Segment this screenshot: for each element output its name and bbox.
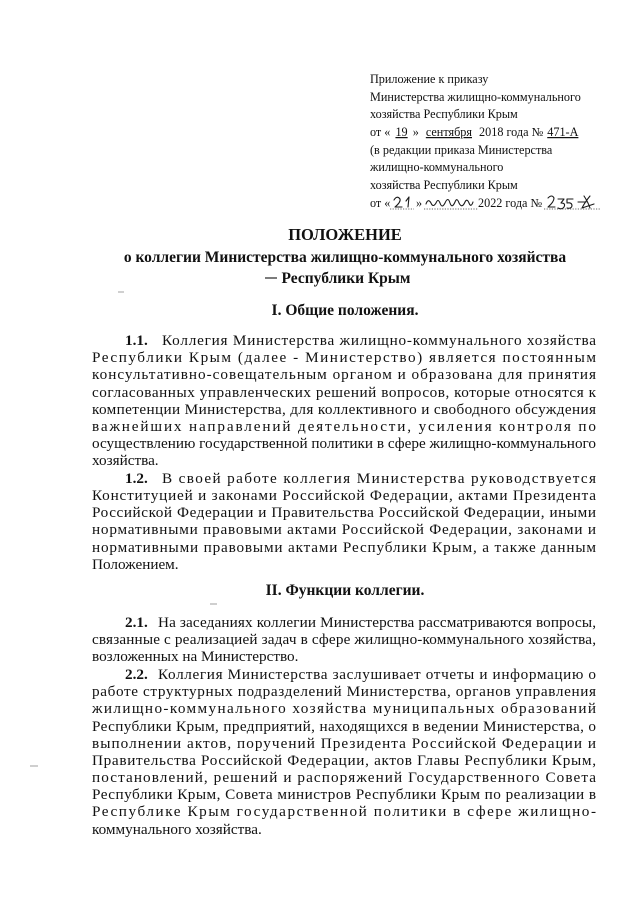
header-line-date1 [370,125,579,139]
clause-number: 2.2. [125,666,148,683]
header-line-2: Министерства жилищно-коммунального [370,90,581,104]
header-line-6: жилищно-коммунального [370,160,504,174]
clause-line: Республики Крым, Совета министров Республики Крым по реализации в [92,786,596,803]
clause-line: Российской Федерации и Правительства Российской Федерации, иными [92,504,596,521]
clause-line: коммунального хозяйства. [92,821,262,838]
clause-line: связанные с реализацией задач в сфере жилищно-коммунального хозяйства, [92,631,596,648]
clause-line: хозяйства. [92,452,159,469]
section-heading-1: I. Общие положения. [271,302,419,319]
clause-line: В своей работе коллегия Министерства руководствуется [162,470,596,487]
clause-line: Коллегия Министерства заслушивает отчеты и информацию о [158,666,596,683]
date1-day: 19 [395,125,408,139]
date1-mid: » [412,125,419,139]
clause-line: жилищно-коммунального хозяйства муниципальных образований [92,700,596,717]
header-line-3: хозяйства Республики Крым [370,107,518,121]
title-sub-2: Республики Крым [281,270,411,287]
title-main: ПОЛОЖЕНИЕ [288,225,402,244]
clause-line: возложенных на Министерство. [92,648,299,665]
clause-line: Республики Крым (далее - Министерство) является постоянным [92,349,596,366]
clause-line: нормативными правовыми актами Российской Федерации, законами и [92,521,596,538]
clause-line: компетенции Министерства, для коллективного и свободного обсуждения [92,401,596,418]
clause-1-1 [92,332,597,469]
date1-year: 2018 года № [479,125,544,139]
clause-number: 1.2. [125,470,148,487]
clause-number: 2.1. [125,614,148,631]
clause-line: осуществлению государственной политики в сфере жилищно-коммунального [92,435,596,452]
clause-2-2 [91,666,596,838]
date2-prefix: от « [370,196,391,210]
clause-line: согласованных управленческих решений вопросов, которые относятся к [92,384,596,401]
title-sub-1: о коллегии Министерства жилищно-коммунального хозяйства [123,249,567,266]
clause-line: выполнении актов, поручений Президента Российской Федерации и [92,735,596,752]
clause-line: Положением. [92,556,179,573]
header-line-1: Приложение к приказу [370,72,489,86]
clause-line: работе структурных подразделений Министерства, органов управления [92,683,596,700]
clause-line: Конституцией и законами Российской Федерации, актами Президента [92,487,596,504]
date1-number: 471-А [547,125,579,139]
clause-line: важнейших направлений деятельности, усиления контроля по [92,418,597,435]
clause-line: На заседаниях коллегии Министерства рассматриваются вопросы, [158,614,596,631]
clause-line: Правительства Российской Федерации, актов Главы Республики Крым, [92,752,596,769]
date1-prefix: от « [370,125,391,139]
clause-line: постановлений, решений и распоряжений Государственного Совета [92,769,596,786]
date2-mid: » [416,196,423,210]
clause-line: Коллегия Министерства жилищно-коммунального хозяйства [162,332,596,349]
date1-month: сентября [425,125,472,139]
date2-year: 2022 года № [478,196,543,210]
clause-line: нормативными правовыми актами Республики Крым, а также данным [92,539,596,556]
header-line-7: хозяйства Республики Крым [370,178,518,192]
clause-line: Республике Крым государственной политики в сфере жилищно- [92,803,596,820]
clause-line: консультативно-совещательным органом и образована для принятия [92,366,596,383]
section-heading-2: II. Функции коллегии. [265,582,425,599]
header-line-5: (в редакции приказа Министерства [370,143,553,157]
clause-line: Республики Крым, предприятий, находящихся в ведении Министерства, о [92,718,596,735]
clause-number: 1.1. [125,332,148,349]
